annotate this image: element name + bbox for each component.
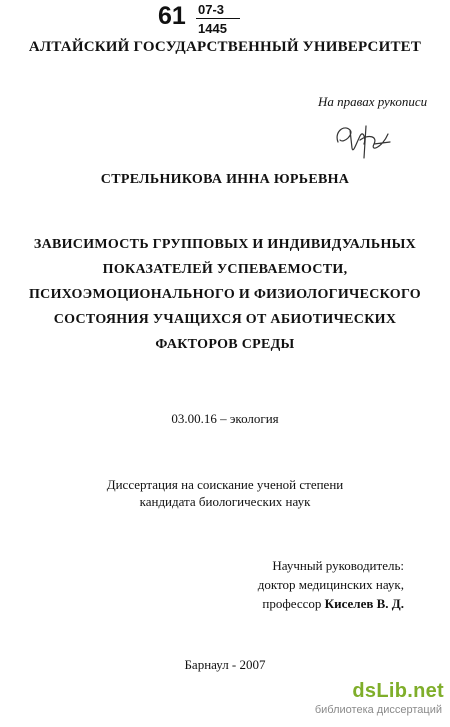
rights-note: На правах рукописи [318,94,428,109]
title-line: СОСТОЯНИЯ УЧАЩИХСЯ ОТ АБИОТИЧЕСКИХ [53,312,397,327]
title-line: ФАКТОРОВ СРЕДЫ [155,337,295,352]
library-shelf-mark [158,2,244,38]
supervisor-name: Киселев В. Д. [324,596,404,611]
watermark-brand: dsLib.net [352,680,444,702]
supervisor-heading: Научный руководитель: [272,558,404,573]
title-line: ЗАВИСИМОСТЬ ГРУППОВЫХ И ИНДИВИДУАЛЬНЫХ [33,237,417,252]
city-year: Барнаул - 2007 [184,657,266,672]
handwritten-signature [330,114,398,166]
title-line: ПСИХОЭМОЦИОНАЛЬНОГО И ФИЗИОЛОГИЧЕСКОГО [28,287,422,302]
specialty-code: 03.00.16 – экология [171,411,279,426]
supervisor-name-line [0,594,404,613]
shelf-mark-top: 07-3 [198,2,225,17]
supervisor-rank: профессор [262,596,322,611]
degree-purpose [0,476,450,510]
university-name: АЛТАЙСКИЙ ГОСУДАРСТВЕННЫЙ УНИВЕРСИТЕТ [28,39,422,55]
watermark [314,680,450,724]
dissertation-title [0,232,450,357]
purpose-line: Диссертация на соискание ученой степени [106,477,344,492]
shelf-mark-number: 61 [158,2,186,30]
author-name: СТРЕЛЬНИКОВА ИННА ЮРЬЕВНА [100,172,350,187]
title-line: ПОКАЗАТЕЛЕЙ УСПЕВАЕМОСТИ, [102,262,348,277]
purpose-line: кандидата биологических наук [139,494,311,509]
shelf-mark-divider [196,18,240,19]
watermark-subtitle: библиотека диссертаций [314,704,442,716]
supervisor-degree: доктор медицинских наук, [257,577,404,592]
supervisor-block [0,556,404,613]
shelf-mark-bottom: 1445 [198,21,227,36]
